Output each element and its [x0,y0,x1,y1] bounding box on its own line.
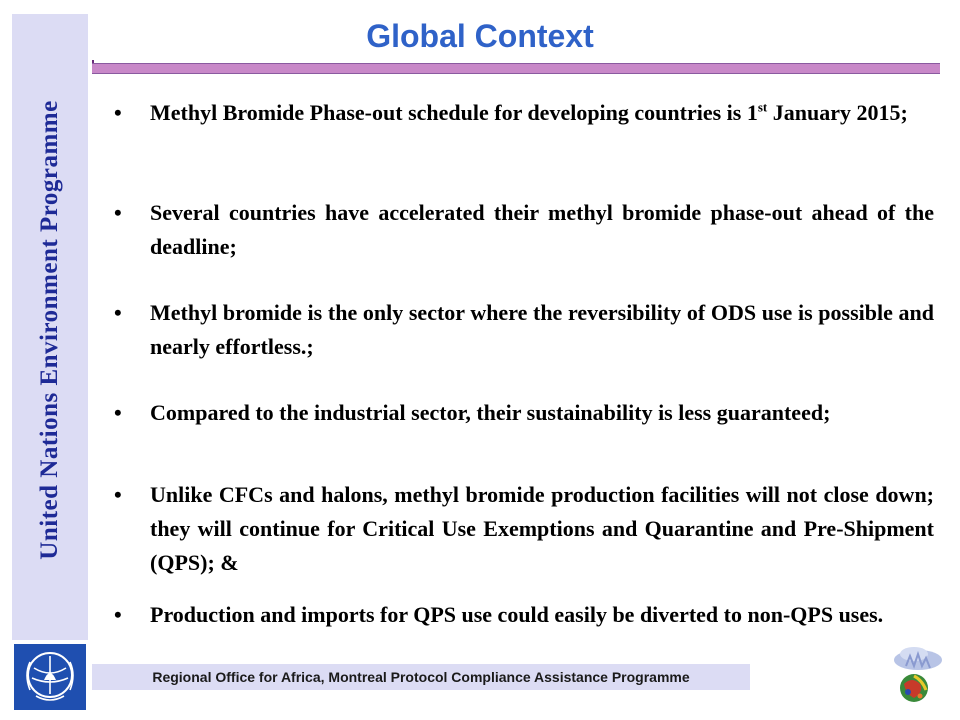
slide-title: Global Context [366,18,594,54]
bullet-text: Unlike CFCs and halons, methyl bromide production facilities will not close down; they will continue for Critical Use Exemptions and Quarantine and Pre-Shipment (QPS); & [150,482,934,575]
footer-text: Regional Office for Africa, Montreal Protocol Compliance Assistance Programme [152,669,690,685]
bullet-item [110,598,934,632]
sidebar-org-name: United Nations Environment Programme [36,100,63,560]
bullet-dot: • [114,200,122,225]
bullet-dot: • [114,482,122,507]
bullet-dot: • [114,602,122,627]
bullet-item [110,196,934,264]
bullet-text: Compared to the industrial sector, their sustainability is less guaranteed; [150,400,831,425]
bullet-dot: • [114,400,122,425]
bullet-text: Several countries have accelerated their methyl bromide phase-out ahead of the deadline; [150,200,934,259]
ozone-logo-icon [884,640,948,710]
title-rule [92,63,940,74]
bullet-text: Methyl Bromide Phase-out schedule for developing countries is 1st January 2015; [150,99,908,125]
bullet-item [110,478,934,580]
bullet-dot: • [114,100,122,125]
bullet-item [110,396,934,430]
bullet-item [110,96,934,130]
unep-logo-icon [14,644,86,710]
bullet-text: Production and imports for QPS use could easily be diverted to non-QPS uses. [150,602,884,627]
footer-bar [92,664,750,690]
bullet-text: Methyl bromide is the only sector where the reversibility of ODS use is possible and nearly effortless.; [150,300,934,359]
bullet-dot: • [114,300,122,325]
bullet-item [110,296,934,364]
